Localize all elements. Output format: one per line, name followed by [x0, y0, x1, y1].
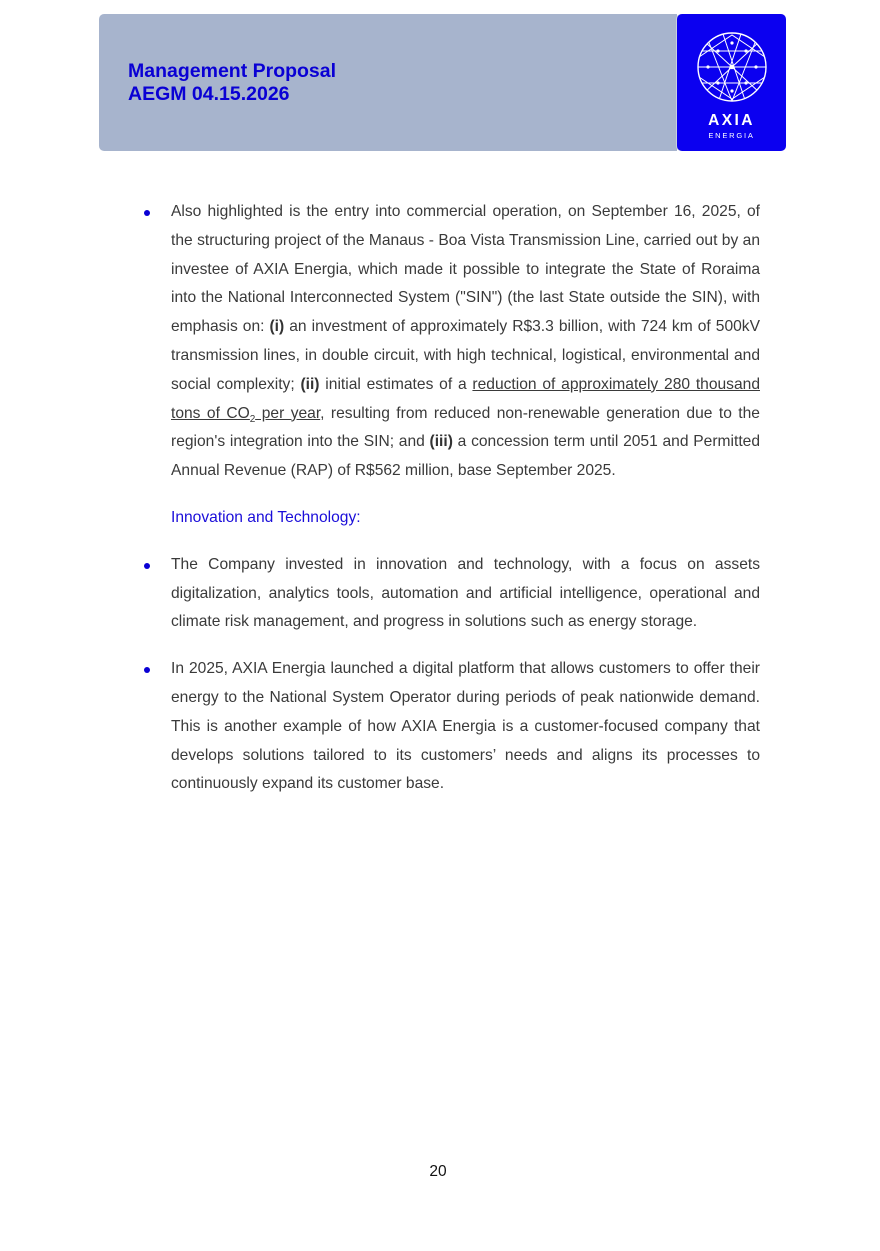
document-body [171, 198, 760, 799]
bullet-item-innovation: The Company invested in innovation and technology, with a focus on assets digitalization, analytics tools, automation and artificial intelligence, operational and climate risk management, and progress in solutions such as energy storage. [171, 551, 760, 637]
co2-subscript: 2 [249, 413, 256, 425]
bullet1-text-part: an investment of approximately R$3.3 billion, with 724 km of 500kV transmission lines, in double circuit, with high technical, logistical, environmental and social complexity; [171, 318, 760, 393]
bullet1-text-part: , resulting from reduced non-renewable generation due to the region's integration into the SIN; and [171, 404, 760, 451]
bullet1-marker-iii: (iii) [429, 433, 453, 451]
co2-text: reduction of approximately 280 thousand tons of CO [171, 375, 760, 422]
axia-energia-logo [677, 14, 786, 151]
bullet1-text-part: Also highlighted is the entry into commercial operation, on September 16, 2025, of the structuring project of the Manaus - Boa Vista Transmission Line, carried out by an investee of AXIA Energia, which made it possible to integrate the State of Roraima into the National Interconnected System ("SIN") (the last State outside the SIN), with emphasis on: [171, 203, 760, 336]
header-band [99, 14, 677, 151]
bullet1-text-part: initial estimates of a [319, 375, 473, 393]
title-line-2: AEGM 04.15.2026 [128, 83, 290, 105]
bullet-item-transmission-line [171, 198, 760, 486]
bullet1-text-part: a concession term until 2051 and Permitted Annual Revenue (RAP) of R$562 million, base September 2025. [171, 433, 760, 480]
co2-text-end: per year [255, 404, 321, 422]
logo-subtitle: ENERGIA [708, 131, 755, 140]
section-subheading: Innovation and Technology: [171, 508, 361, 526]
title-line-1: Management Proposal [128, 60, 337, 82]
globe-icon [696, 31, 768, 103]
logo-wordmark: AXIA [708, 112, 755, 129]
page-number: 20 [429, 1163, 447, 1180]
document-title [128, 60, 336, 106]
bullet-item-digital-platform: In 2025, AXIA Energia launched a digital platform that allows customers to offer their energy to the National System Operator during periods of peak nationwide demand. This is another example of how AXIA Energia is a customer-focused company that develops solutions tailored to its customers’ needs and aligns its processes to continuously expand its customer base. [171, 655, 760, 799]
bullet1-marker-ii: (ii) [300, 375, 320, 393]
bullet1-marker-i: (i) [269, 318, 285, 336]
